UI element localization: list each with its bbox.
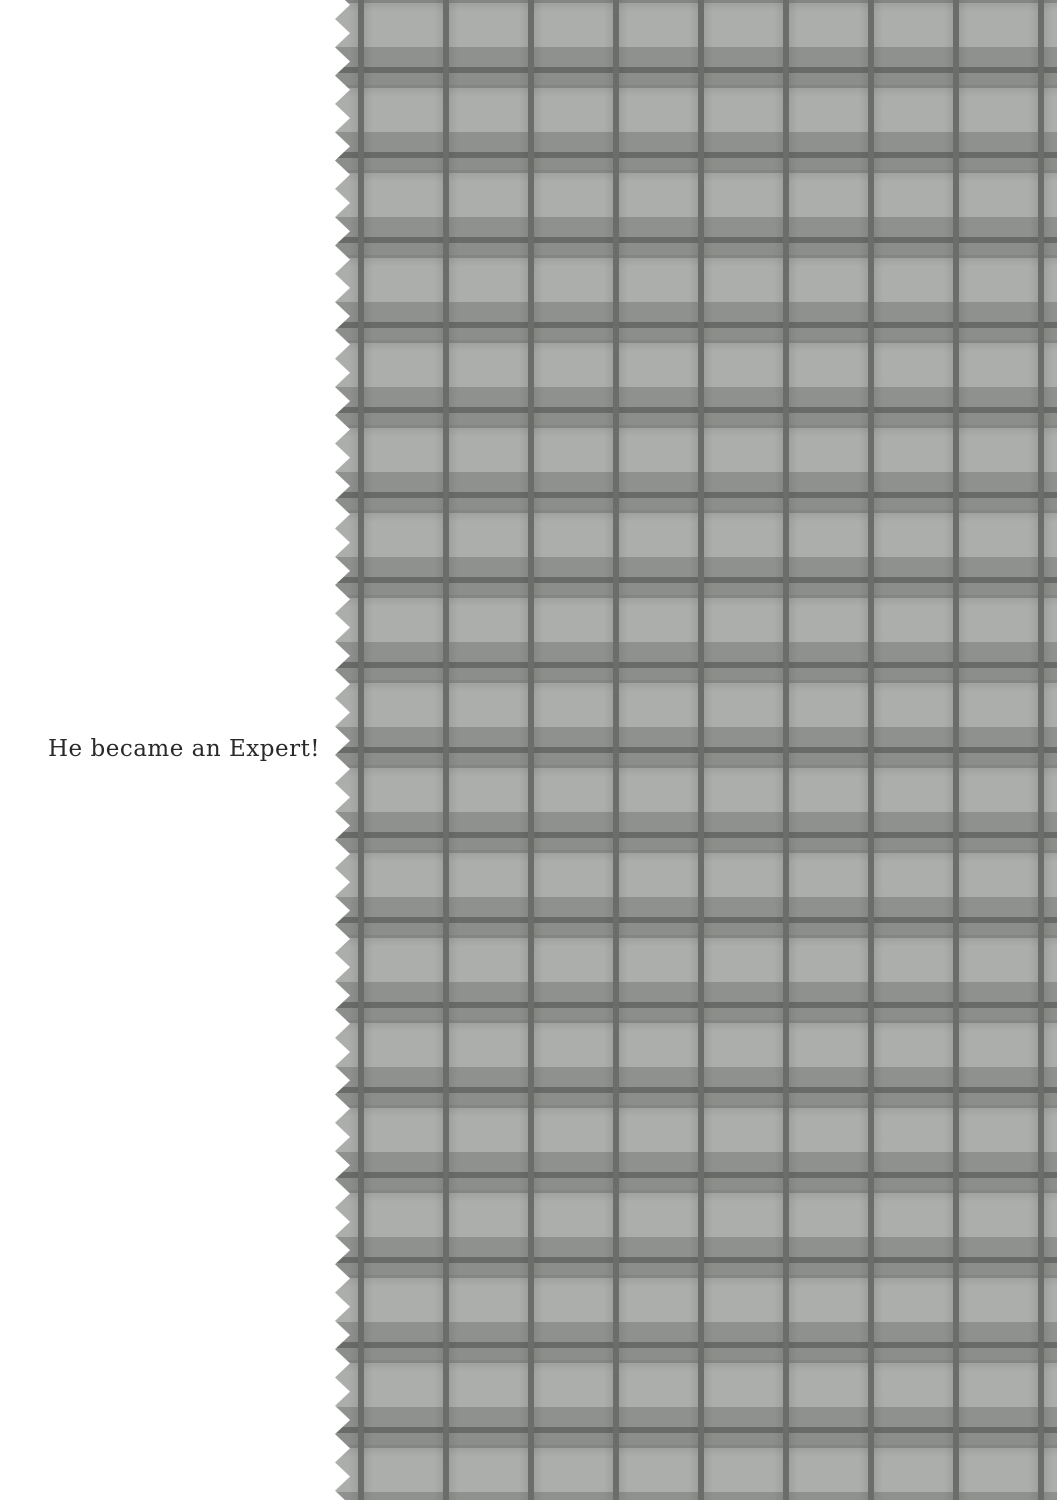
caption-text: He became an Expert! <box>48 736 321 762</box>
torn-edge-teeth <box>335 0 350 1500</box>
torn-edge-zigzag <box>335 0 350 1500</box>
building-facade-panel <box>335 0 1057 1500</box>
